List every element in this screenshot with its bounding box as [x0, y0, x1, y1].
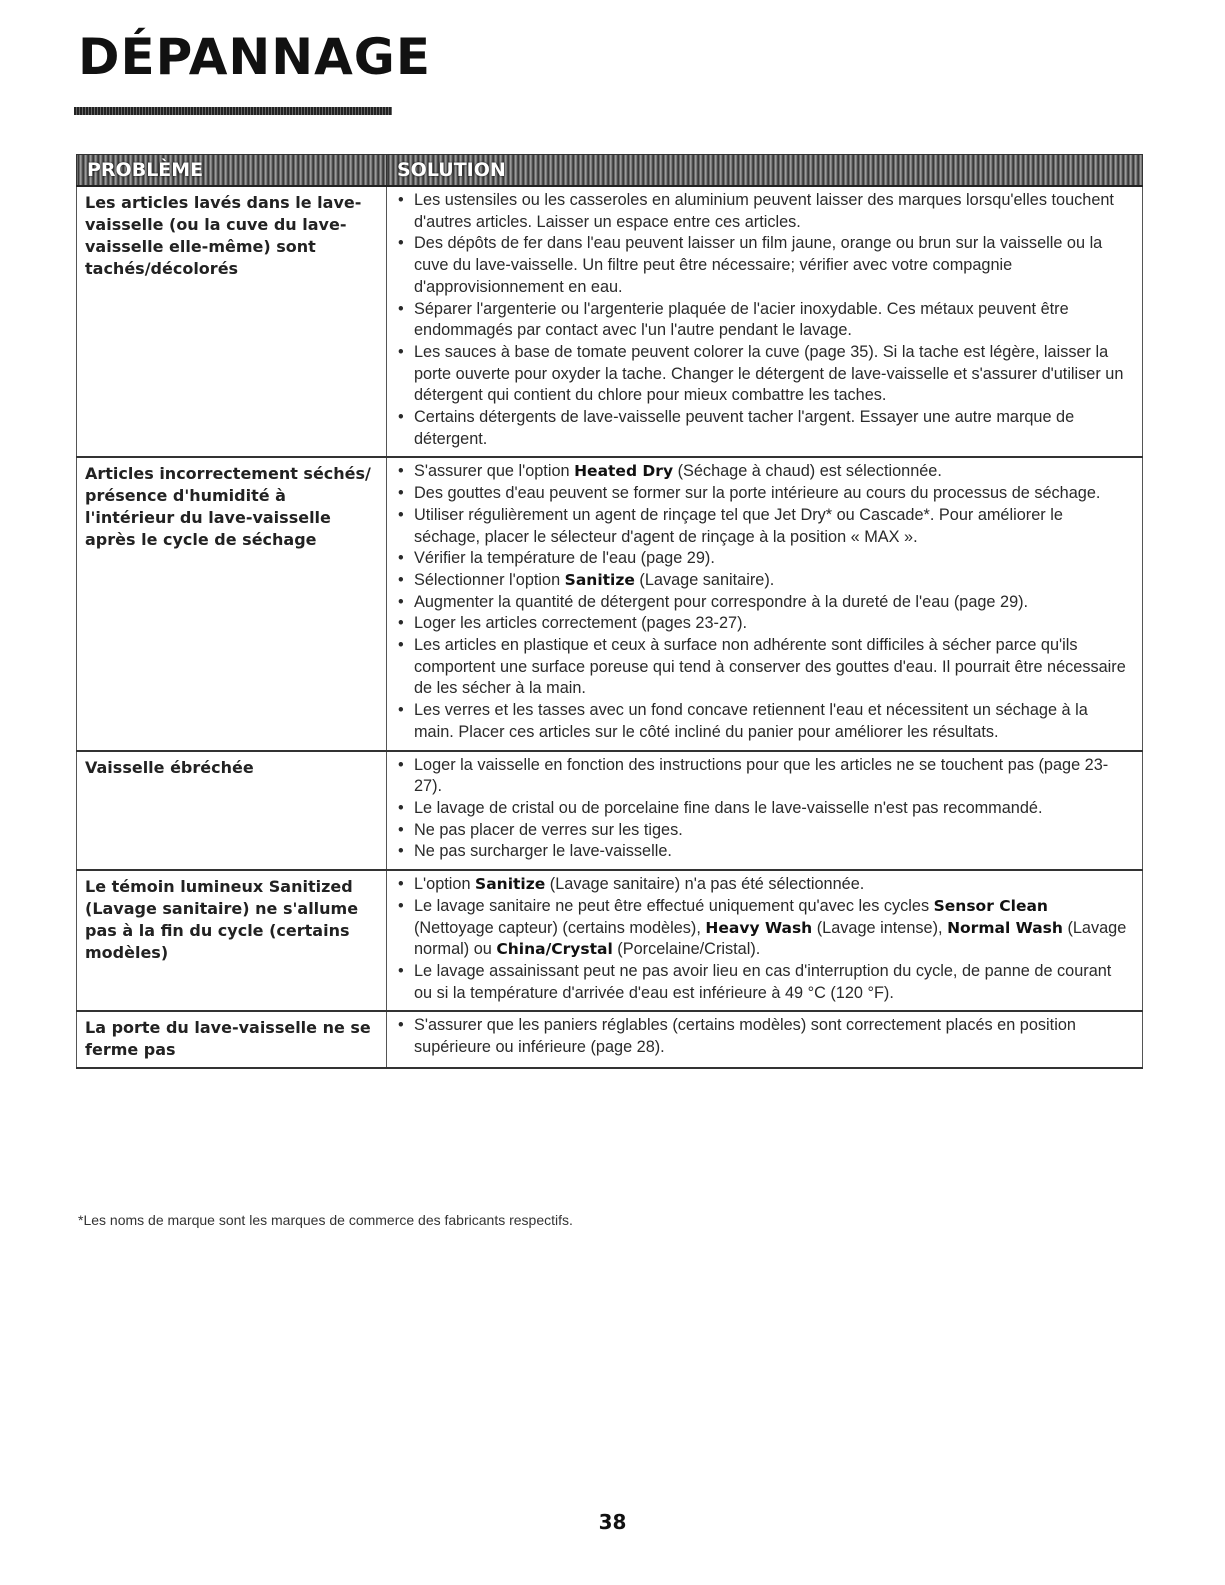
- solution-item: [397, 1015, 1132, 1058]
- table-header-row: [77, 155, 1143, 187]
- solution-keyword: Normal Wash: [947, 918, 1063, 937]
- header-solution: SOLUTION: [387, 155, 1143, 187]
- solution-text: Les verres et les tasses avec un fond concave retiennent l'eau et nécessitent un séchage à la main. Placer ces articles sur le côté incliné du panier pour améliorer les résultats.: [414, 701, 1088, 741]
- solution-text: S'assurer que l'option: [414, 462, 575, 481]
- solution-text: Le lavage sanitaire ne peut être effectué uniquement qu'avec les cycles: [414, 896, 934, 915]
- solution-item: [397, 874, 1132, 896]
- solution-item: [397, 841, 1132, 863]
- solution-item: [397, 461, 1132, 483]
- solution-keyword: China/Crystal: [496, 940, 613, 959]
- solution-keyword: Sensor Clean: [933, 896, 1048, 915]
- title-underline: [74, 107, 392, 115]
- solution-text: (Lavage intense),: [812, 918, 948, 937]
- solution-text: Augmenter la quantité de détergent pour correspondre à la dureté de l'eau (page 29).: [414, 592, 1029, 611]
- solution-text: Utiliser régulièrement un agent de rinçage tel que Jet Dry* ou Cascade*. Pour améliorer le séchage, placer le sélecteur d'agent de rinçage à la position « MAX ».: [414, 505, 1063, 546]
- solution-text: (Lavage normal) ou: [414, 918, 1127, 959]
- table-row: [77, 457, 1143, 750]
- table-row: [77, 870, 1143, 1011]
- solution-text: S'assurer que les paniers réglables (certains modèles) sont correctement placés en position supérieure ou inférieure (page 28).: [414, 1016, 1076, 1057]
- solution-text: Ne pas surcharger le lave-vaisselle.: [414, 842, 672, 861]
- table-row: [77, 751, 1143, 871]
- solution-cell: [387, 1011, 1143, 1068]
- header-problem: PROBLÈME: [77, 155, 387, 187]
- solution-item: [397, 299, 1132, 342]
- solution-item: [397, 570, 1132, 592]
- solution-keyword: Heated Dry: [574, 462, 674, 481]
- troubleshooting-table: [76, 154, 1143, 1069]
- solution-text: Des gouttes d'eau peuvent se former sur la porte intérieure au cours du processus de séchage.: [414, 484, 1101, 503]
- solution-item: [397, 896, 1132, 961]
- solution-item: [397, 505, 1132, 548]
- solution-item: [397, 592, 1132, 614]
- problem-cell: Les articles lavés dans le lave-vaisselle (ou la cuve du lave-vaisselle elle-même) sont tachés/décolorés: [77, 186, 387, 457]
- solution-text: Des dépôts de fer dans l'eau peuvent laisser un film jaune, orange ou brun sur la vaisselle ou la cuve du lave-vaisselle. Un filtre peut être nécessaire; vérifier avec votre compagnie d'approvisionnement en eau.: [414, 234, 1103, 296]
- solution-list: [397, 874, 1132, 1004]
- solution-text: L'option: [414, 875, 476, 894]
- solution-item: [397, 483, 1132, 505]
- page-title: DÉPANNAGE: [78, 28, 431, 86]
- solution-text: Vérifier la température de l'eau (page 29).: [414, 549, 715, 568]
- solution-text: Sélectionner l'option: [414, 570, 565, 589]
- table-row: [77, 186, 1143, 457]
- problem-cell: Vaisselle ébréchée: [77, 751, 387, 871]
- solution-text: (Lavage sanitaire).: [634, 570, 775, 589]
- problem-cell: Articles incorrectement séchés/ présence d'humidité à l'intérieur du lave-vaisselle après le cycle de séchage: [77, 457, 387, 750]
- solution-list: [397, 190, 1132, 450]
- footnote: *Les noms de marque sont les marques de commerce des fabricants respectifs.: [78, 1212, 573, 1228]
- solution-item: [397, 342, 1132, 407]
- table-row: [77, 1011, 1143, 1068]
- solution-text: Le lavage de cristal ou de porcelaine fine dans le lave-vaisselle n'est pas recommandé.: [414, 798, 1043, 817]
- solution-item: [397, 961, 1132, 1004]
- solution-text: Loger la vaisselle en fonction des instructions pour que les articles ne se touchent pas (page 23-27).: [414, 755, 1109, 796]
- solution-cell: [387, 457, 1143, 750]
- table-body: [77, 186, 1143, 1068]
- solution-item: [397, 233, 1132, 298]
- solution-keyword: Sanitize: [475, 875, 546, 894]
- solution-text: Séparer l'argenterie ou l'argenterie plaquée de l'acier inoxydable. Ces métaux peuvent être endommagés par contact avec l'un l'autre pendant le lavage.: [414, 299, 1069, 340]
- solution-keyword: Sanitize: [564, 570, 635, 589]
- problem-cell: Le témoin lumineux Sanitized (Lavage sanitaire) ne s'allume pas à la fin du cycle (certains modèles): [77, 870, 387, 1011]
- solution-text: Les sauces à base de tomate peuvent colorer la cuve (page 35). Si la tache est légère, laisser la porte ouverte pour oxyder la tache. Changer le détergent de lave-vaisselle et s'assurer d'utiliser un détergent qui contient du chlore pour mieux combattre les taches.: [414, 342, 1124, 405]
- solution-list: [397, 755, 1132, 864]
- solution-text: Le lavage assainissant peut ne pas avoir lieu en cas d'interruption du cycle, de panne de courant ou si la température d'arrivée d'eau est inférieure à 49 °C (120 °F).: [414, 961, 1112, 1002]
- solution-cell: [387, 751, 1143, 871]
- solution-item: [397, 798, 1132, 820]
- solution-text: Les ustensiles ou les casseroles en aluminium peuvent laisser des marques lorsqu'elles touchent d'autres articles. Laisser un espace entre ces articles.: [414, 191, 1114, 231]
- solution-text: (Porcelaine/Cristal).: [612, 940, 761, 959]
- solution-text: (Séchage à chaud) est sélectionnée.: [673, 462, 942, 481]
- solution-item: [397, 820, 1132, 842]
- solution-text: Loger les articles correctement (pages 23-27).: [414, 614, 748, 633]
- solution-item: [397, 635, 1132, 700]
- problem-cell: La porte du lave-vaisselle ne se ferme pas: [77, 1011, 387, 1068]
- page-number: 38: [598, 1510, 627, 1534]
- solution-text: (Nettoyage capteur) (certains modèles),: [414, 918, 706, 937]
- solution-item: [397, 548, 1132, 570]
- solution-text: Certains détergents de lave-vaisselle peuvent tacher l'argent. Essayer une autre marque de détergent.: [414, 408, 1075, 448]
- solution-item: [397, 407, 1132, 450]
- solution-item: [397, 755, 1132, 798]
- solution-text: Ne pas placer de verres sur les tiges.: [414, 820, 683, 839]
- solution-text: (Lavage sanitaire) n'a pas été sélectionnée.: [545, 875, 865, 894]
- solution-item: [397, 700, 1132, 743]
- solution-cell: [387, 186, 1143, 457]
- solution-keyword: Heavy Wash: [705, 918, 813, 937]
- solution-item: [397, 190, 1132, 233]
- solution-list: [397, 461, 1132, 743]
- solution-list: [397, 1015, 1132, 1058]
- solution-cell: [387, 870, 1143, 1011]
- solution-text: Les articles en plastique et ceux à surface non adhérente sont difficiles à sécher parce qu'ils comportent une surface poreuse qui tend à conserver des gouttes d'eau. Il pourrait être nécessaire de les sécher à la main.: [414, 636, 1126, 698]
- solution-item: [397, 613, 1132, 635]
